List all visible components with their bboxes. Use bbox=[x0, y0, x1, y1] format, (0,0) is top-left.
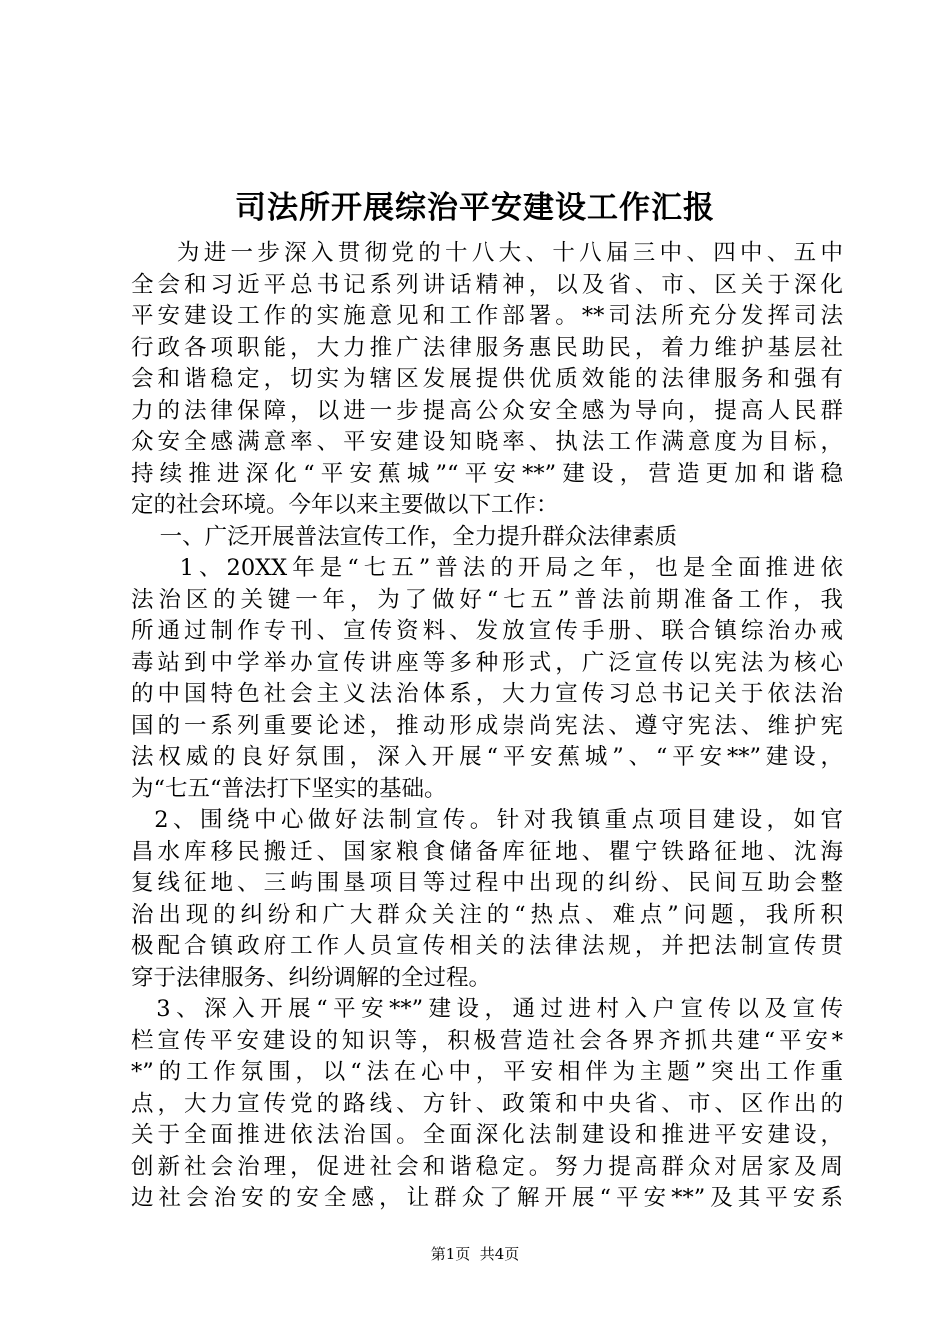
page-footer: 第1页 共4页 bbox=[430, 1245, 520, 1263]
body-line: 点，大力宣传党的路线、方针、政策和中央省、市、区作出的 bbox=[131, 1090, 843, 1117]
body-line: 穿于法律服务、纠纷调解的全过程。 bbox=[131, 964, 492, 991]
body-line: 创新社会治理，促进社会和谐稳定。努力提高群众对居家及周 bbox=[131, 1153, 843, 1180]
body-line: 众安全感满意率、平安建设知晓率、执法工作满意度为目标， bbox=[131, 429, 843, 455]
body-line: 国的一系列重要论述，推动形成崇尚宪法、遵守宪法、维护宪 bbox=[131, 712, 843, 739]
body-line: 昌水库移民搬迁、国家粮食储备库征地、瞿宁铁路征地、沈海 bbox=[131, 838, 843, 865]
body-line: 一、广泛开展普法宣传工作，全力提升群众法律素质 bbox=[131, 523, 678, 550]
body-line: 持续推进深化“平安蕉城”“平安**”建设，营造更加和谐稳 bbox=[131, 460, 843, 487]
body-line: 2、围绕中心做好法制宣传。针对我镇重点项目建设，如官 bbox=[131, 807, 843, 833]
body-line: 的中国特色社会主义法治体系，大力宣传习总书记关于依法治 bbox=[131, 681, 843, 707]
body-line: 平安建设工作的实施意见和工作部署。**司法所充分发挥司法 bbox=[131, 303, 843, 329]
body-line: 栏宣传平安建设的知识等，积极营造社会各界齐抓共建“平安* bbox=[131, 1027, 843, 1054]
body-line: 治出现的纠纷和广大群众关注的“热点、难点”问题，我所积 bbox=[131, 901, 843, 928]
body-line: 毒站到中学举办宣传讲座等多种形式，广泛宣传以宪法为核心 bbox=[131, 649, 843, 676]
document-body bbox=[131, 238, 843, 1215]
body-line: 为进一步深入贯彻党的十八大、十八届三中、四中、五中 bbox=[131, 240, 843, 266]
body-line: 关于全面推进依法治国。全面深化法制建设和推进平安建设， bbox=[131, 1122, 843, 1148]
body-line: 3、深入开展“平安**”建设，通过进村入户宣传以及宣传 bbox=[131, 996, 843, 1022]
body-line: 为“七五“普法打下坚实的基础。 bbox=[131, 775, 447, 802]
document-title: 司法所开展综治平安建设工作汇报 bbox=[235, 190, 715, 226]
body-line: 法治区的关键一年，为了做好“七五”普法前期准备工作，我 bbox=[131, 586, 843, 613]
body-line: 力的法律保障，以进一步提高公众安全感为导向，提高人民群 bbox=[131, 397, 843, 424]
body-line: 边社会治安的安全感，让群众了解开展“平安**”及其平安系 bbox=[131, 1185, 843, 1211]
body-line: 会和谐稳定，切实为辖区发展提供优质效能的法律服务和强有 bbox=[131, 366, 843, 392]
body-line: 所通过制作专刊、宣传资料、发放宣传手册、联合镇综治办戒 bbox=[131, 618, 843, 644]
body-line: 复线征地、三屿围垦项目等过程中出现的纠纷、民间互助会整 bbox=[131, 870, 843, 896]
body-line: *”的工作氛围，以“法在心中，平安相伴为主题”突出工作重 bbox=[131, 1059, 843, 1085]
body-line: 全会和习近平总书记系列讲话精神，以及省、市、区关于深化 bbox=[131, 271, 843, 298]
body-line: 法权威的良好氛围，深入开展“平安蕉城”、“平安**”建设， bbox=[131, 744, 843, 770]
body-line: 极配合镇政府工作人员宣传相关的法律法规，并把法制宣传贯 bbox=[131, 933, 843, 959]
body-line: 定的社会环境。今年以来主要做以下工作： bbox=[131, 492, 559, 518]
body-line: 行政各项职能，大力推广法律服务惠民助民，着力维护基层社 bbox=[131, 334, 843, 361]
body-line: 1、20XX年是“七五”普法的开局之年，也是全面推进依 bbox=[131, 555, 843, 581]
